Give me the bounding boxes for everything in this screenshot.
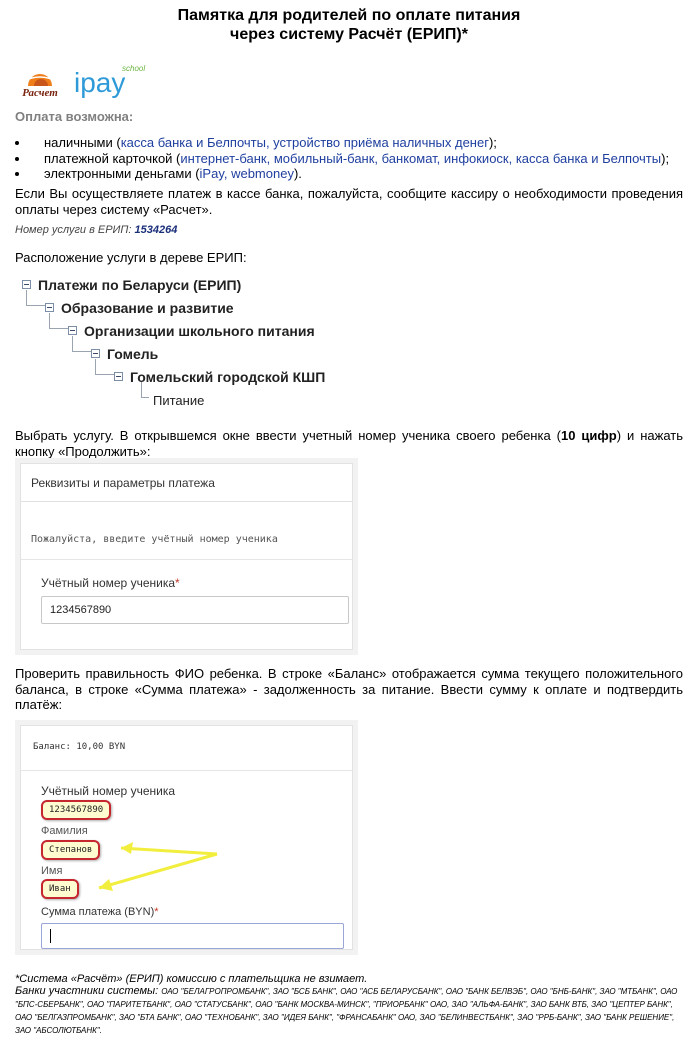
service-number	[15, 224, 177, 236]
surname-label: Фамилия	[41, 825, 88, 837]
account-input[interactable]: 1234567890	[41, 596, 349, 624]
method-detail: iPay, webmoney	[199, 166, 294, 181]
school-logo-text: school	[122, 64, 146, 73]
account-label: Учётный номер ученика	[41, 784, 176, 798]
cashier-note: Если Вы осуществляете платеж в кассе банка, пожалуйста, сообщите кассиру о необходимости проведения оплаты через систему «Расчет».	[15, 186, 683, 217]
step2-text: Проверить правильность ФИО ребенка. В строке «Баланс» отображается сумма текущего положительного баланса, в строке «Сумма платежа» - задолженность за питание. Ввести сумму к оплате и подтвердить платёж:	[15, 666, 683, 712]
arrow-head	[121, 842, 133, 854]
bullet-icon	[15, 157, 19, 161]
tree-item-education[interactable]: Образование и развитие	[61, 300, 234, 316]
payment-heading: Оплата возможна:	[15, 109, 134, 124]
method-tail: );	[661, 150, 670, 166]
method-main: платежной карточкой (	[44, 150, 181, 166]
footer	[15, 973, 687, 1037]
step1-text-after: ) и нажать кнопку «Продолжить»:	[15, 428, 684, 459]
ipay-logo-text: ipay	[74, 67, 126, 98]
step2-screenshot	[20, 725, 353, 950]
bullet-icon	[15, 172, 19, 176]
collapse-icon[interactable]	[45, 303, 54, 312]
method-main: электронными деньгами (	[44, 166, 200, 181]
step1-text	[15, 428, 683, 459]
raschet-logo-text: Расчет	[22, 87, 58, 99]
step1-text-bold: 10 цифр	[560, 428, 617, 443]
banks-list: ОАО "БЕЛАГРОПРОМБАНК", ЗАО "БСБ БАНК", ОАО "АСБ БЕЛАРУСБАНК", ОАО "БАНК БЕЛВЭБ", ОАО "БНБ-БАНК", ЗАО "МТБАНК", ОАО "БПС-СБЕРБАНК", ОАО "ПАРИТЕТБАНК", ОАО "СТАТУСБАНК", ОАО "БАНК МОСКВА-МИНСК", "ПРИОРБАНК" ОАО, ЗАО "АЛЬФА-БАНК", ЗАО БАНК ВТБ, ЗАО "ЦЕПТЕР БАНК", ОАО "БЕЛГАЗПРОМБАНК", ЗАО "БТА БАНК", ОАО "ТЕХНОБАНК", ЗАО "ИДЕЯ БАНК", "ФРАНСАБАНК" ОАО, ЗАО "БЕЛИНВЕСТБАНК", ЗАО "РРБ-БАНК", ЗАО "БАНК РЕШЕНИЕ", ЗАО "АБСОЛЮТБАНК".	[15, 987, 678, 1035]
method-main: наличными (	[44, 135, 121, 150]
name-value: Иван	[41, 879, 79, 899]
arrow-to-name	[99, 854, 217, 888]
method-detail: интернет-банк, мобильный-банк, банкомат, инфокиоск, касса банка и Белпочты	[180, 150, 662, 166]
collapse-icon[interactable]	[114, 372, 123, 381]
tree-item-kshp[interactable]: Гомельский городской КШП	[130, 369, 326, 385]
method-tail: ).	[293, 166, 302, 181]
erip-tree	[0, 270, 400, 415]
method-tail: );	[488, 135, 497, 150]
service-label: Номер услуги в ЕРИП:	[15, 224, 132, 236]
banks-label: Банки участники системы:	[15, 985, 159, 997]
panel-title: Реквизиты и параметры платежа	[21, 464, 352, 502]
arrow-head	[99, 879, 113, 891]
service-number-value: 1534264	[134, 224, 178, 236]
arrow-to-surname	[121, 848, 217, 854]
account-label	[41, 576, 180, 590]
surname-value: Степанов	[41, 840, 100, 860]
tree-intro: Расположение услуги в дереве ЕРИП:	[15, 250, 247, 265]
name-label: Имя	[41, 865, 63, 877]
list-item	[15, 166, 669, 182]
account-label-text: Учётный номер ученика	[41, 576, 176, 590]
list-item	[15, 135, 669, 151]
bullet-icon	[15, 141, 19, 145]
list-item	[15, 151, 669, 167]
title-line-2: через систему Расчёт (ЕРИП)*	[230, 26, 468, 43]
ipay-logo	[70, 62, 150, 100]
commission-note: *Система «Расчёт» (ЕРИП) комиссию с плательщика не взимает.	[15, 973, 368, 985]
highlight-arrows	[21, 726, 353, 950]
tree-item-school-food[interactable]: Организации школьного питания	[84, 323, 315, 339]
collapse-icon[interactable]	[22, 280, 31, 289]
required-mark: *	[154, 906, 159, 918]
step1-text-before: Выбрать услугу. В открывшемся окне ввести учетный номер ученика своего ребенка (	[15, 428, 561, 443]
page-title	[0, 6, 698, 44]
step1-prompt: Пожалуйста, введите учётный номер ученика	[31, 534, 278, 545]
tree-item-gomel[interactable]: Гомель	[107, 346, 159, 362]
method-detail: касса банка и Белпочты, устройство приёма наличных денег	[120, 135, 489, 150]
balance-text: Баланс: 10,00 BYN	[33, 742, 126, 752]
amount-label-text: Сумма платежа (BYN)	[41, 906, 155, 918]
tree-item-erip[interactable]: Платежи по Беларуси (ЕРИП)	[38, 277, 242, 293]
collapse-icon[interactable]	[68, 326, 77, 335]
step1-screenshot	[20, 463, 353, 650]
raschet-logo	[16, 62, 64, 100]
tree-item-food[interactable]: Питание	[153, 393, 205, 408]
title-line-1: Памятка для родителей по оплате питания	[177, 7, 521, 24]
payment-methods-list	[15, 135, 669, 182]
collapse-icon[interactable]	[91, 349, 100, 358]
account-value: 1234567890	[41, 800, 111, 820]
required-mark: *	[175, 576, 180, 590]
